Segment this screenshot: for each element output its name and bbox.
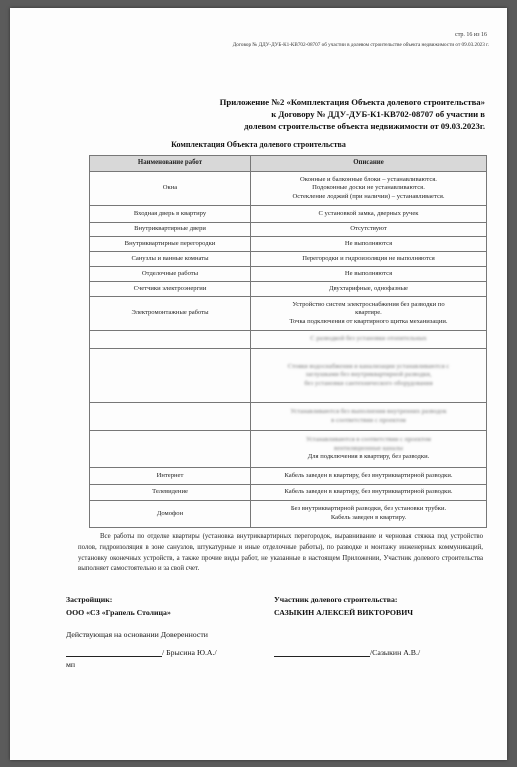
developer-name: ООО «СЗ «Грапель Столица» bbox=[66, 608, 171, 617]
developer-label: Застройщик: bbox=[66, 595, 113, 604]
row-description: Отсутствуют bbox=[251, 223, 487, 237]
table-row-obscured bbox=[90, 403, 487, 431]
description-line: Без внутриквартирной разводки, без установки трубки. bbox=[290, 505, 447, 513]
equipment-table bbox=[89, 155, 487, 528]
row-name: Отделочные работы bbox=[90, 267, 251, 282]
row-name: Домофон bbox=[90, 501, 251, 528]
works-paragraph: Все работы по отделке квартиры (установка внутриквартирных перегородок, выравнивание и черновая стяжка под устройство полов, гидроизоляция в зоне санузлов, штукатурные и иные отделочные работы), по разводке и монтажу инженерных коммуникаций, установку оконечных устройств, а также прочие виды работ, не указанные в настоящем Приложении, Участник долевого строительства выполняет самостоятельно и за свой счет. bbox=[78, 533, 483, 573]
row-name-obscured bbox=[90, 403, 251, 431]
row-name-obscured bbox=[90, 349, 251, 403]
participant-name: САЗЫКИН АЛЕКСЕЙ ВИКТОРОВИЧ bbox=[274, 608, 413, 617]
signature-line bbox=[66, 648, 162, 657]
developer-signatory: / Брысина Ю.А./ bbox=[162, 648, 217, 657]
row-description: Кабель заведен в квартиру, без внутриквартирной разводки. bbox=[251, 468, 487, 485]
table-row-obscured bbox=[90, 349, 487, 403]
row-description: Не выполняются bbox=[251, 267, 487, 282]
description-line: Оконные и балконные блоки – устанавливаются. bbox=[300, 175, 437, 183]
description-line: квартире. bbox=[355, 309, 382, 317]
row-description: С установкой замка, дверных ручек bbox=[251, 206, 487, 223]
row-description bbox=[251, 172, 487, 206]
row-name-obscured bbox=[90, 331, 251, 349]
signature-line bbox=[274, 648, 370, 657]
description-line: Подоконные доски не устанавливаются. bbox=[312, 184, 425, 192]
row-name: Электромонтажные работы bbox=[90, 297, 251, 331]
table-row-obscured bbox=[90, 331, 487, 349]
description-line: Остекление лоджий (при наличии) – устанавливается. bbox=[292, 192, 445, 200]
row-description bbox=[251, 501, 487, 528]
table-row bbox=[90, 267, 487, 282]
row-description: Двухтарифные, однофазные bbox=[251, 282, 487, 297]
description-line: Точка подключения от квартирного щитка механизации. bbox=[289, 317, 448, 325]
row-name: Окна bbox=[90, 172, 251, 206]
row-name: Санузлы и ванные комнаты bbox=[90, 252, 251, 267]
row-name: Интернет bbox=[90, 468, 251, 485]
row-description-obscured bbox=[251, 349, 487, 403]
description-line: в соответствии с проектом bbox=[331, 416, 406, 424]
column-header-description: Описание bbox=[251, 156, 487, 172]
description-line: Устанавливаются в соответствии с проектом bbox=[306, 436, 431, 444]
row-name-obscured bbox=[90, 431, 251, 468]
description-line: Для подключения в квартиру, без разводки. bbox=[307, 453, 430, 461]
stamp-mark: мп bbox=[66, 660, 76, 669]
developer-signature bbox=[66, 648, 217, 657]
table-row bbox=[90, 282, 487, 297]
table-row bbox=[90, 468, 487, 485]
participant-label: Участник долевого строительства: bbox=[274, 595, 398, 604]
page-number: стр. 16 из 16 bbox=[455, 32, 487, 38]
table-header-row bbox=[90, 156, 487, 172]
appendix-title-line: Приложение №2 «Комплектация Объекта долевого строительства» bbox=[219, 97, 485, 107]
participant-signatory: /Сазыкин А.В./ bbox=[370, 648, 421, 657]
table-row bbox=[90, 237, 487, 252]
participant-signature bbox=[274, 648, 420, 657]
row-description: Перегородки и гидроизоляция не выполняются bbox=[251, 252, 487, 267]
table-row bbox=[90, 206, 487, 223]
row-name: Входная дверь в квартиру bbox=[90, 206, 251, 223]
description-line: Устройство систем электроснабжения без разводки по bbox=[292, 300, 445, 308]
row-name: Внутриквартирные двери bbox=[90, 223, 251, 237]
authority-basis: Действующая на основании Доверенности bbox=[66, 630, 208, 639]
row-description-obscured: С разводкой без установки отопительных bbox=[251, 331, 487, 349]
table-row bbox=[90, 501, 487, 528]
row-description bbox=[251, 297, 487, 331]
document-page bbox=[10, 8, 507, 760]
table-row bbox=[90, 172, 487, 206]
table-row bbox=[90, 252, 487, 267]
description-line: вентиляционные каналы bbox=[334, 444, 403, 452]
row-name: Счетчики электроэнергии bbox=[90, 282, 251, 297]
appendix-title-line: долевом строительстве объекта недвижимости от 09.03.2023г. bbox=[244, 121, 485, 131]
row-name: Внутриквартирные перегородки bbox=[90, 237, 251, 252]
column-header-works: Наименование работ bbox=[90, 156, 251, 172]
description-line: Стояки водоснабжения и канализации устанавливаются с bbox=[287, 362, 450, 370]
table-title: Комплектация Объекта долевого строительства bbox=[171, 140, 346, 149]
row-description: Кабель заведен в квартиру, без внутриквартирной разводки. bbox=[251, 485, 487, 501]
running-header: Договор № ДДУ-ДУБ-К1-КВ702-08707 об участии в долевом строительстве объекта недвижимости от 09.03.2023 г. bbox=[232, 42, 489, 48]
table-row bbox=[90, 485, 487, 501]
appendix-title-line: к Договору № ДДУ-ДУБ-К1-КВ702-08707 об участии в bbox=[271, 109, 485, 119]
table-row bbox=[90, 223, 487, 237]
row-description bbox=[251, 431, 487, 468]
row-description: Не выполняются bbox=[251, 237, 487, 252]
table-row bbox=[90, 297, 487, 331]
row-description-obscured bbox=[251, 403, 487, 431]
description-line: Кабель заведен в квартиру. bbox=[330, 514, 407, 521]
description-line: заглушками без внутриквартирной разводки, bbox=[305, 371, 432, 379]
description-line: без установки сантехнического оборудования bbox=[304, 379, 433, 387]
row-name: Телевидение bbox=[90, 485, 251, 501]
table-row-partly-obscured bbox=[90, 431, 487, 468]
description-line: Устанавливаются без выполнения внутренних разводок bbox=[290, 407, 447, 415]
appendix-title bbox=[120, 96, 485, 132]
